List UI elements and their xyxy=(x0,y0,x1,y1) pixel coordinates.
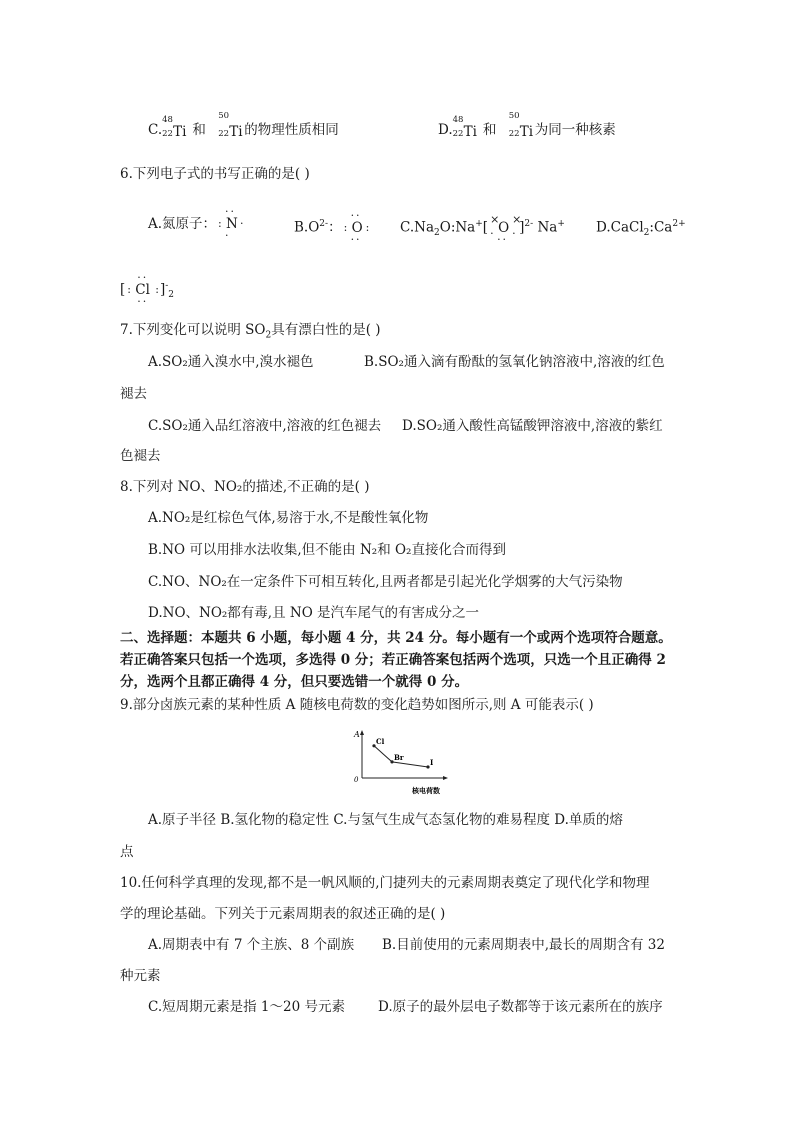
q9-options: A.原子半径 B.氢化物的稳定性 C.与氢气生成气态氢化物的难易程度 D.单质的熔 xyxy=(148,812,623,828)
q6-option-d-continued: [ ·· : Cl : ·· ]$^-_2$ xyxy=(120,270,174,308)
q8-option-c: C.NO、NO₂在一定条件下可相互转化,且两者都是引起光化学烟雾的大气污染物 xyxy=(148,574,623,590)
nuclide-ti50: 50 22 Ti xyxy=(218,110,243,140)
q7-option-a: A.SO₂通入溴水中,溴水褪色 xyxy=(148,354,314,370)
q10-option-c: C.短周期元素是指 1～20 号元素 xyxy=(148,999,345,1015)
q7-option-b-continued: 褪去 xyxy=(120,386,147,402)
q7-option-c: C.SO₂通入品红溶液中,溶液的红色褪去 xyxy=(148,418,382,434)
q9-stem: 9.部分卤族元素的某种性质 A 随核电荷数的变化趋势如图所示,则 A 可能表示( ) xyxy=(120,697,594,713)
point-label-i: I xyxy=(430,757,434,767)
y-axis-arrow xyxy=(360,730,364,735)
section-header-line-2: 若正确答案只包括一个选项，多选得 0 分；若正确答案包括两个选项，只选一个且正确得 2 xyxy=(120,652,666,668)
q6-option-b: $B.O^{2-}$： ·· : O : ·· xyxy=(294,208,372,246)
halogen-trend-chart xyxy=(352,728,482,798)
section-header-line-3: 分，选两个且都正确得 4 分，但只要选错一个就得 0 分。 xyxy=(120,674,469,690)
nuclide-ti50: 50 22 Ti xyxy=(508,110,534,140)
q5-option-d-label: D. xyxy=(438,122,453,138)
electron-cross: × xyxy=(490,212,502,226)
electron-dots: ·· xyxy=(350,208,362,222)
q5-option-c: C. 48 22 Ti 和 50 22 Ti 的物理性质相同 xyxy=(148,110,339,140)
point-label-br: Br xyxy=(394,752,404,762)
q10-stem-line-1: 10.任何科学真理的发现,都不是一帆风顺的,门捷列夫的元素周期表奠定了现代化学和物理 xyxy=(120,875,650,891)
q8-stem: 8.下列对 NO、NO₂的描述,不正确的是( ) xyxy=(120,479,370,495)
q8-option-b: B.NO 可以用排水法收集,但不能由 N₂和 O₂直接化合而得到 xyxy=(148,542,506,558)
electron-dots: ·· xyxy=(137,270,149,284)
q5-option-c-label: C. xyxy=(148,122,163,138)
y-axis-label: A xyxy=(354,730,360,739)
q10-option-d: D.原子的最外层电子数都等于该元素所在的族序 xyxy=(378,999,663,1015)
electron-dots: ·· xyxy=(225,205,237,218)
q6-stem: 6.下列电子式的书写正确的是( ) xyxy=(120,166,310,182)
point-label-cl: Cl xyxy=(376,736,385,746)
x-axis-label: 核电荷数 xyxy=(412,787,440,795)
q10-option-b: B.目前使用的元素周期表中,最长的周期含有 32 xyxy=(382,937,665,953)
q10-stem-line-2: 学的理论基础。下列关于元素周期表的叙述正确的是( ) xyxy=(120,906,446,922)
nuclide-ti48: 48 22 Ti xyxy=(162,114,187,140)
q7-option-d: D.SO₂通入酸性高锰酸钾溶液中,溶液的紫红 xyxy=(402,418,663,434)
q7-option-b: B.SO₂通入滴有酚酞的氢氧化钠溶液中,溶液的红色 xyxy=(364,354,665,370)
x-axis-arrow xyxy=(443,776,448,780)
q8-option-a: A.NO₂是红棕色气体,易溶于水,不是酸性氧化物 xyxy=(148,510,429,526)
q6-option-a: A.氮原子： ·· : N · · xyxy=(148,205,246,242)
q10-option-b-continued: 种元素 xyxy=(120,968,161,984)
q8-option-d: D.NO、NO₂都有毒,且 NO 是汽车尾气的有害成分之一 xyxy=(148,605,480,621)
nuclide-ti48: 48 22 Ti xyxy=(452,114,477,140)
origin-label: 0 xyxy=(354,776,359,784)
q7-stem: 7.下列变化可以说明 $SO_2$具有漂白性的是( ) xyxy=(120,322,381,341)
q6-option-c: $C.Na_2O:Na^+$[ × · O × · ·· ]$^{2-}$ Na+ xyxy=(400,212,565,246)
q7-option-d-continued: 色褪去 xyxy=(120,448,161,464)
section-header-line-1: 二、选择题：本题共 6 小题，每小题 4 分，共 24 分。每小题有一个或两个选项符合题意。 xyxy=(120,630,672,646)
q10-option-a: A.周期表中有 7 个主族、8 个副族 xyxy=(148,937,355,953)
q9-options-continued: 点 xyxy=(120,844,134,860)
q5-option-d: D. 48 22 Ti 和 50 22 Ti 为同一种核素 xyxy=(438,110,616,140)
q6-option-d: $D.CaCl_2:Ca^{2+}$ xyxy=(596,219,686,239)
